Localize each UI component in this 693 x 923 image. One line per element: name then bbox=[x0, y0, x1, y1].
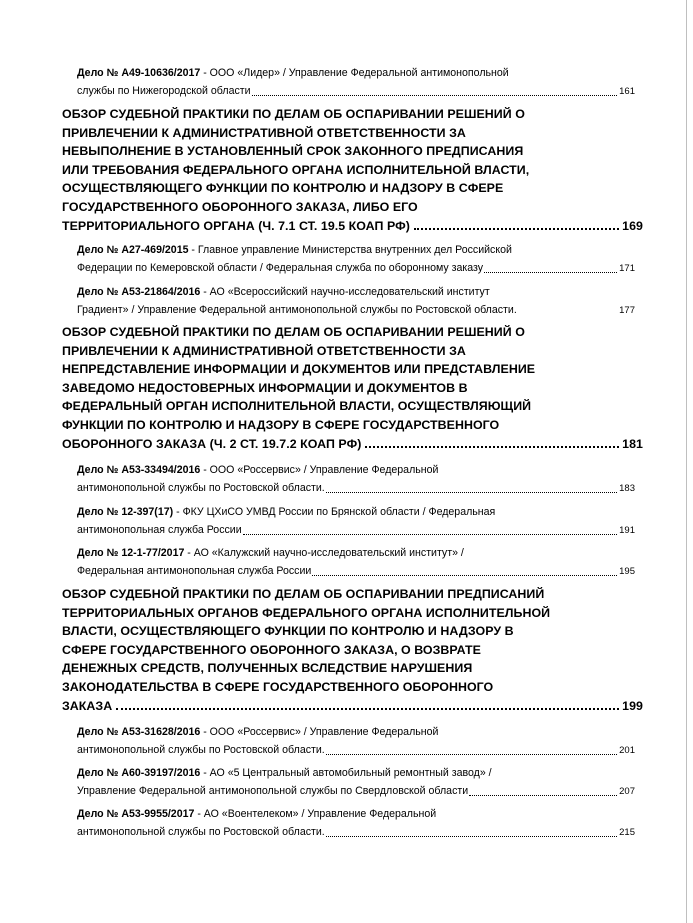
section-title-line: ТЕРРИТОРИАЛЬНОГО ОРГАНА (Ч. 7.1 СТ. 19.5 КОАП РФ) bbox=[62, 218, 410, 233]
case-number: Дело № А27-469/2015 bbox=[77, 244, 189, 256]
case-number: Дело № А49-10636/2017 bbox=[77, 67, 201, 79]
dot-leader bbox=[326, 836, 617, 837]
page-number: 191 bbox=[619, 525, 635, 536]
section-title-line: ЗАВЕДОМО НЕДОСТОВЕРНЫХ ИНФОРМАЦИИ И ДОКУМЕНТОВ В bbox=[62, 380, 468, 395]
section-title-line: ЗАКАЗА bbox=[62, 698, 113, 713]
page-number: 161 bbox=[619, 86, 635, 97]
toc-entry-a60-39197[interactable] bbox=[77, 764, 635, 801]
section-title-line: ПРИВЛЕЧЕНИИ К АДМИНИСТРАТИВНОЙ ОТВЕТСТВЕННОСТИ ЗА bbox=[62, 343, 466, 358]
toc-entry-a53-31628[interactable] bbox=[77, 723, 635, 760]
case-parties: - ООО «Россервис» / Управление Федеральной bbox=[200, 464, 439, 476]
dot-leader bbox=[484, 272, 617, 273]
page-number: 199 bbox=[622, 698, 643, 713]
toc-entry-a49-10636[interactable] bbox=[77, 64, 635, 101]
section-title-line: ЗАКОНОДАТЕЛЬСТВА В СФЕРЕ ГОСУДАРСТВЕННОГО ОБОРОННОГО bbox=[62, 679, 494, 694]
dot-leader bbox=[252, 95, 618, 96]
section-title-line: ПРИВЛЕЧЕНИИ К АДМИНИСТРАТИВНОЙ ОТВЕТСТВЕННОСТИ ЗА bbox=[62, 125, 466, 140]
case-parties: - Главное управление Министерства внутренних дел Российской bbox=[188, 244, 512, 256]
case-parties-cont: антимонопольная служба России bbox=[77, 524, 242, 536]
dot-leader bbox=[365, 446, 619, 448]
case-parties-cont: службы по Нижегородской области bbox=[77, 85, 251, 97]
page-number: 181 bbox=[622, 436, 643, 451]
section-title-line: ДЕНЕЖНЫХ СРЕДСТВ, ПОЛУЧЕННЫХ ВСЛЕДСТВИЕ НАРУШЕНИЯ bbox=[62, 661, 473, 676]
case-number: Дело № 12-397(17) bbox=[77, 506, 174, 518]
section-title-line: ФУНКЦИИ ПО КОНТРОЛЮ И НАДЗОРУ В СФЕРЕ ГОСУДАРСТВЕННОГО bbox=[62, 417, 500, 432]
case-parties-cont: Федерации по Кемеровской области / Федеральная служба по оборонному заказу bbox=[77, 262, 484, 274]
section-title-line: НЕПРЕДСТАВЛЕНИЕ ИНФОРМАЦИИ И ДОКУМЕНТОВ ИЛИ ПРЕДСТАВЛЕНИЕ bbox=[62, 362, 536, 377]
toc-section-article-19-7-2[interactable] bbox=[62, 323, 643, 453]
page-number: 207 bbox=[619, 786, 635, 797]
case-number: Дело № А60-39197/2016 bbox=[77, 767, 201, 779]
dot-leader bbox=[312, 575, 617, 576]
section-title-line: ОБОРОННОГО ЗАКАЗА (Ч. 2 СТ. 19.7.2 КОАП РФ) bbox=[62, 436, 362, 451]
case-parties: - АО «5 Центральный автомобильный ремонтный завод» / bbox=[200, 767, 492, 779]
section-title-line: ТЕРРИТОРИАЛЬНЫХ ОРГАНОВ ФЕДЕРАЛЬНОГО ОРГАНА ИСПОЛНИТЕЛЬНОЙ bbox=[62, 605, 551, 620]
dot-leader bbox=[326, 492, 617, 493]
case-parties: - АО «Всероссийский научно-исследовательский институт bbox=[200, 286, 490, 298]
case-parties: - АО «Калужский научно-исследовательский институт» / bbox=[184, 547, 464, 559]
section-title-line: ИЛИ ТРЕБОВАНИЯ ФЕДЕРАЛЬНОГО ОРГАНА ИСПОЛНИТЕЛЬНОЙ ВЛАСТИ, bbox=[62, 162, 530, 177]
section-title-line: СФЕРЕ ГОСУДАРСТВЕННОГО ОБОРОННОГО ЗАКАЗА, О ВОЗВРАТЕ bbox=[62, 642, 481, 657]
page-number: 215 bbox=[619, 827, 635, 838]
section-title-line: ОБЗОР СУДЕБНОЙ ПРАКТИКИ ПО ДЕЛАМ ОБ ОСПАРИВАНИИ ПРЕДПИСАНИЙ bbox=[62, 587, 545, 601]
section-title-line: ВЛАСТИ, ОСУЩЕСТВЛЯЮЩЕГО ФУНКЦИИ ПО КОНТРОЛЮ И НАДЗОРУ В bbox=[62, 624, 514, 639]
toc-entry-a53-33494[interactable] bbox=[77, 461, 635, 498]
section-title-line: ОСУЩЕСТВЛЯЮЩЕГО ФУНКЦИИ ПО КОНТРОЛЮ И НАДЗОРУ В СФЕРЕ bbox=[62, 181, 504, 196]
section-title-line: ГОСУДАРСТВЕННОГО ОБОРОННОГО ЗАКАЗА, ЛИБО ЕГО bbox=[62, 199, 418, 214]
toc-section-prescriptions[interactable] bbox=[62, 585, 643, 715]
dot-leader bbox=[469, 795, 617, 796]
case-parties-cont: Градиент» / Управление Федеральной антимонопольной службы по Ростовской области. bbox=[77, 304, 517, 316]
case-number: Дело № 12-1-77/2017 bbox=[77, 547, 185, 559]
toc-entry-a53-9955[interactable] bbox=[77, 805, 635, 842]
case-parties-cont: антимонопольной службы по Ростовской области. bbox=[77, 482, 325, 494]
page-number: 169 bbox=[622, 218, 643, 233]
page-number: 201 bbox=[619, 745, 635, 756]
dot-leader bbox=[326, 754, 617, 755]
case-parties-cont: Федеральная антимонопольная служба России bbox=[77, 565, 312, 577]
case-number: Дело № А53-33494/2016 bbox=[77, 464, 201, 476]
toc-entry-a27-469[interactable] bbox=[77, 241, 635, 278]
section-title-line: ОБЗОР СУДЕБНОЙ ПРАКТИКИ ПО ДЕЛАМ ОБ ОСПАРИВАНИИ РЕШЕНИЙ О bbox=[62, 107, 525, 121]
dot-leader bbox=[243, 534, 618, 535]
dot-leader bbox=[414, 228, 619, 230]
case-parties-cont: антимонопольной службы по Ростовской области. bbox=[77, 826, 325, 838]
toc-entry-12-397[interactable] bbox=[77, 503, 635, 540]
case-number: Дело № А53-21864/2016 bbox=[77, 286, 201, 298]
case-parties: - ООО «Лидер» / Управление Федеральной антимонопольной bbox=[200, 67, 509, 79]
case-parties-cont: антимонопольной службы по Ростовской области. bbox=[77, 744, 325, 756]
case-parties: - ФКУ ЦХиСО УМВД России по Брянской области / Федеральная bbox=[173, 506, 496, 518]
case-parties: - ООО «Россервис» / Управление Федеральной bbox=[200, 726, 439, 738]
toc-entry-a53-21864[interactable] bbox=[77, 283, 635, 320]
page-number: 195 bbox=[619, 566, 635, 577]
case-parties: - АО «Воентелеком» / Управление Федеральной bbox=[194, 808, 437, 820]
case-number: Дело № А53-9955/2017 bbox=[77, 808, 195, 820]
dot-leader bbox=[116, 708, 619, 710]
case-number: Дело № А53-31628/2016 bbox=[77, 726, 201, 738]
case-parties-cont: Управление Федеральной антимонопольной службы по Свердловской области bbox=[77, 785, 469, 797]
toc-section-article-19-5[interactable] bbox=[62, 105, 643, 235]
page-edge-line bbox=[686, 0, 687, 923]
toc-entry-12-1-77[interactable] bbox=[77, 544, 635, 581]
section-title-line: НЕВЫПОЛНЕНИЕ В УСТАНОВЛЕННЫЙ СРОК ЗАКОННОГО ПРЕДПИСАНИЯ bbox=[62, 144, 524, 159]
page-number: 171 bbox=[619, 263, 635, 274]
page-number: 183 bbox=[619, 483, 635, 494]
section-title-line: ОБЗОР СУДЕБНОЙ ПРАКТИКИ ПО ДЕЛАМ ОБ ОСПАРИВАНИИ РЕШЕНИЙ О bbox=[62, 325, 525, 339]
page-number: 177 bbox=[619, 305, 635, 316]
section-title-line: ФЕДЕРАЛЬНЫЙ ОРГАН ИСПОЛНИТЕЛЬНОЙ ВЛАСТИ, ОСУЩЕСТВЛЯЮЩИЙ bbox=[62, 399, 532, 414]
